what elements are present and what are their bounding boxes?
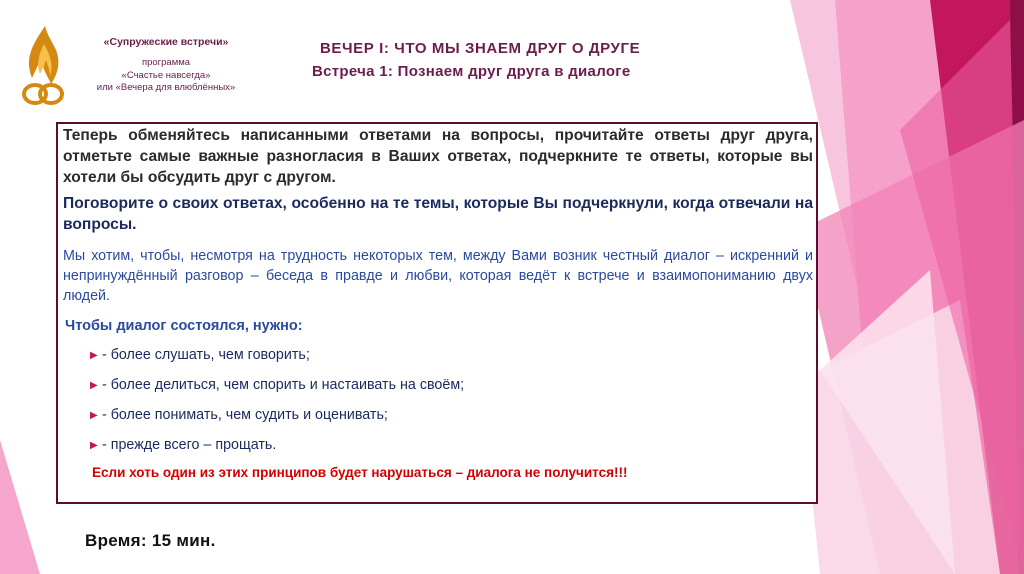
list-item [90, 347, 310, 363]
list-item [90, 437, 276, 453]
program-title: «Супружеские встречи» [103, 36, 229, 48]
program-label: программа [141, 57, 191, 68]
list-item [90, 407, 388, 423]
warning-text: Если хоть один из этих принципов будет нарушаться – диалога не получится!!! [92, 465, 628, 480]
rule-text: - прежде всего – прощать. [102, 437, 277, 453]
dialog-heading: Чтобы диалог состоялся, нужно: [65, 318, 303, 334]
triangle-bullet-icon: ▶ [90, 409, 98, 421]
talk-text: Поговорите о своих ответах, особенно на те темы, которые Вы подчеркнули, когда отвечали на вопросы. [63, 195, 813, 233]
triangle-bullet-icon: ▶ [90, 379, 98, 391]
triangle-bullet-icon: ▶ [90, 439, 98, 451]
rule-text: - более слушать, чем говорить; [102, 347, 310, 363]
page-title: ВЕЧЕР I: ЧТО МЫ ЗНАЕМ ДРУГ О ДРУГЕ [320, 40, 641, 57]
program-name: «Счастье навсегда» [121, 69, 211, 81]
triangle-bullet-icon: ▶ [90, 349, 98, 361]
page-subtitle: Встреча 1: Познаем друг друга в диалоге [312, 63, 631, 80]
time-label: Время: 15 мин. [85, 531, 216, 550]
desire-text: Мы хотим, чтобы, несмотря на трудность некоторых тем, между Вами возник честный диалог – искренний и непринуждённый разговор – беседа в правде и любви, которая ведёт к встрече и взаимопониманию двух людей. [63, 248, 813, 304]
rule-text: - более понимать, чем судить и оценивать; [102, 407, 388, 423]
program-alt-name: или «Вечера для влюблённых» [96, 82, 236, 93]
rule-text: - более делиться, чем спорить и настаивать на своём; [102, 377, 465, 393]
list-item [90, 377, 464, 393]
instruction-text: Теперь обменяйтесь написанными ответами на вопросы, прочитайте ответы друг друга, отметьте самые важные разногласия в Ваших ответах, подчеркните те ответы, которые вы хотели бы обсудить друг с другом. [63, 127, 813, 186]
program-info [60, 36, 272, 95]
